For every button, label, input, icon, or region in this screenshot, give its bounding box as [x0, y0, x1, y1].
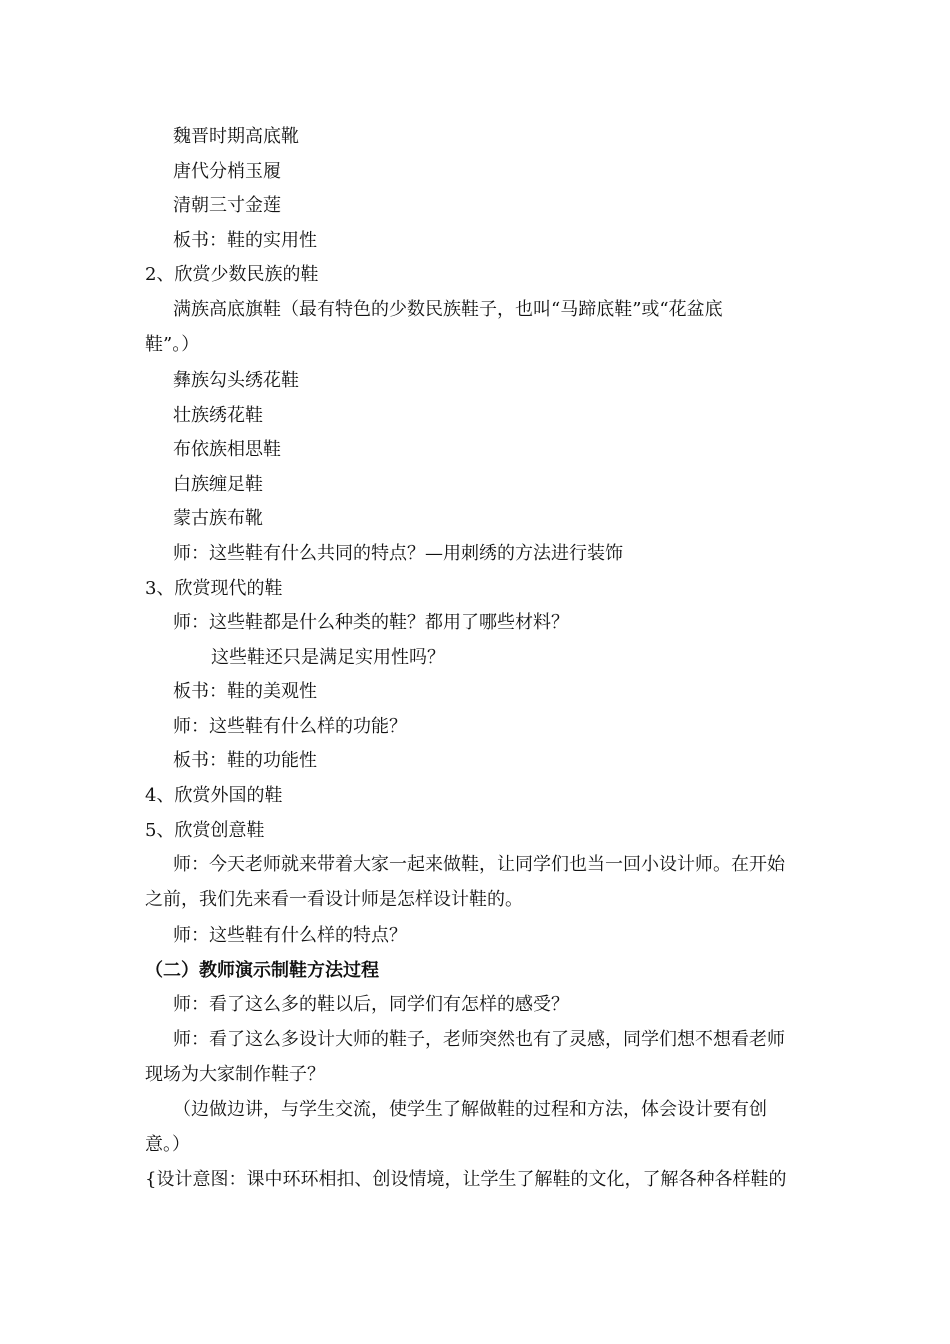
text-line: 布依族相思鞋 [173, 439, 281, 460]
text-line: 师：这些鞋有什么样的特点？ [173, 925, 407, 946]
text-line: 师：看了这么多的鞋以后，同学们有怎样的感受？ [173, 994, 569, 1015]
text-line: 师：看了这么多设计大师的鞋子，老师突然也有了灵感，同学们想不想看老师 [173, 1029, 785, 1050]
text-line: 这些鞋还只是满足实用性吗？ [211, 647, 445, 668]
text-line: 师：这些鞋都是什么种类的鞋？都用了哪些材料？ [173, 612, 569, 633]
text-line: 板书：鞋的实用性 [173, 230, 317, 251]
text-line: 唐代分梢玉履 [173, 161, 281, 182]
section-heading: 4、欣赏外国的鞋 [145, 785, 283, 806]
text-line: 现场为大家制作鞋子？ [145, 1064, 325, 1085]
section-heading: 5、欣赏创意鞋 [145, 820, 265, 841]
text-line: 魏晋时期高底靴 [173, 126, 299, 147]
text-line: 壮族绣花鞋 [173, 405, 263, 426]
text-line: 意。） [145, 1134, 190, 1155]
text-line: 之前，我们先来看一看设计师是怎样设计鞋的。 [145, 889, 523, 910]
text-line: 鞋”。） [145, 334, 200, 355]
text-line: 彝族勾头绣花鞋 [173, 370, 299, 391]
section-heading: 3、欣赏现代的鞋 [145, 578, 283, 599]
text-line: 白族缠足鞋 [173, 474, 263, 495]
text-line: 清朝三寸金莲 [173, 195, 281, 216]
text-line: 蒙古族布靴 [173, 508, 263, 529]
text-line: 板书：鞋的功能性 [173, 750, 317, 771]
section-heading: （二）教师演示制鞋方法过程 [145, 960, 379, 981]
text-line: 满族高底旗鞋（最有特色的少数民族鞋子，也叫“马蹄底鞋”或“花盆底 [173, 299, 723, 320]
text-line: 板书：鞋的美观性 [173, 681, 317, 702]
text-line: 师：这些鞋有什么共同的特点？—用刺绣的方法进行装饰 [173, 543, 623, 564]
text-line: {设计意图：课中环环相扣、创设情境，让学生了解鞋的文化，了解各种各样鞋的 [145, 1169, 787, 1190]
section-heading: 2、欣赏少数民族的鞋 [145, 264, 319, 285]
text-line: 师：这些鞋有什么样的功能？ [173, 716, 407, 737]
text-line: （边做边讲，与学生交流，使学生了解做鞋的过程和方法，体会设计要有创 [173, 1099, 767, 1120]
text-line: 师：今天老师就来带着大家一起来做鞋，让同学们也当一回小设计师。在开始 [173, 854, 785, 875]
